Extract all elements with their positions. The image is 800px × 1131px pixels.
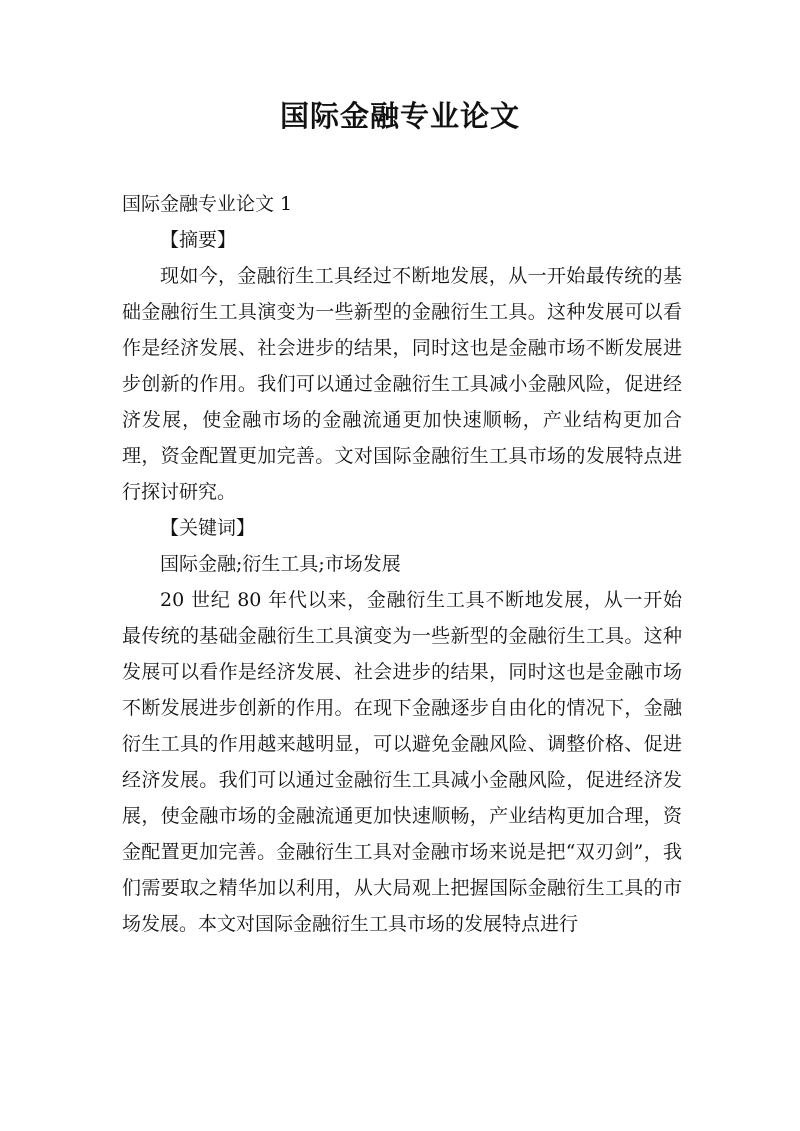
abstract-paragraph: 现如今，金融衍生工具经过不断地发展，从一开始最传统的基础金融衍生工具演变为一些新型的金融衍生工具。这种发展可以看作是经济发展、社会进步的结果，同时这也是金融市场不断发展进步创新的作用。我们可以通过金融衍生工具减小金融风险，促进经济发展，使金融市场的金融流通更加快速顺畅，产业结构更加合理，资金配置更加完善。文对国际金融衍生工具市场的发展特点进行探讨研究。 xyxy=(122,265,682,503)
article-subtitle: 国际金融专业论文 1 xyxy=(122,193,293,215)
document-body xyxy=(122,186,682,942)
document-title: 国际金融专业论文 xyxy=(279,99,520,133)
body-paragraph: 20 世纪 80 年代以来，金融衍生工具不断地发展，从一开始最传统的基础金融衍生工具演变为一些新型的金融衍生工具。这种发展可以看作是经济发展、社会进步的结果，同时这也是金融市场不断发展进步创新的作用。在现下金融逐步自由化的情况下，金融衍生工具的作用越来越明显，可以避免金融风险、调整价格、促进经济发展。我们可以通过金融衍生工具减小金融风险，促进经济发展，使金融市场的金融流通更加快速顺畅，产业结构更加合理，资金配置更加完善。金融衍生工具对金融市场来说是把“双刃剑”，我们需要取之精华加以利用，从大局观上把握国际金融衍生工具的市场发展。本文对国际金融衍生工具市场的发展特点进行 xyxy=(122,589,682,935)
abstract-label: 【摘要】 xyxy=(160,229,237,251)
keywords-list: 国际金融;衍生工具;市场发展 xyxy=(160,553,401,575)
keywords-label: 【关键词】 xyxy=(160,517,256,539)
